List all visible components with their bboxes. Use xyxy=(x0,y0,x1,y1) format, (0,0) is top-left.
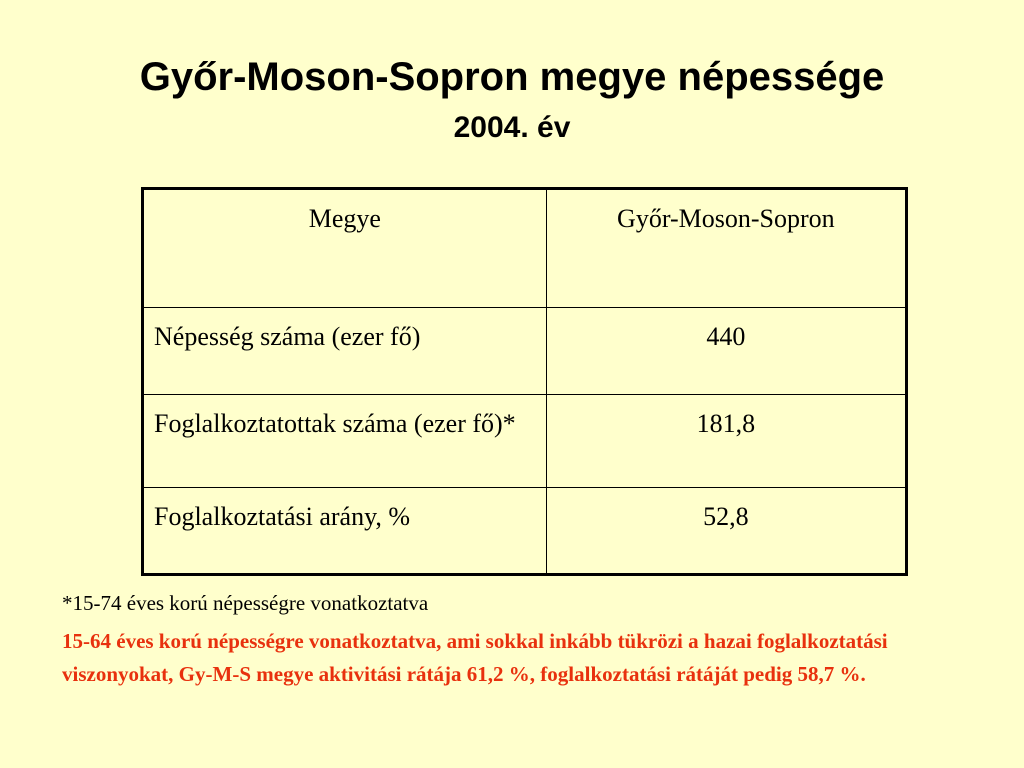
table-header-row xyxy=(143,189,907,308)
row-value-population: 440 xyxy=(546,308,906,395)
population-table xyxy=(141,187,908,576)
row-label-population: Népesség száma (ezer fő) xyxy=(143,308,547,395)
header-label-cell: Megye xyxy=(143,189,547,308)
table-row xyxy=(143,488,907,575)
table-row xyxy=(143,308,907,395)
footnote: *15-74 éves korú népességre vonatkoztatva xyxy=(62,591,429,615)
slide-title: Győr-Moson-Sopron megye népessége xyxy=(139,55,885,99)
slide-subtitle: 2004. év xyxy=(453,111,571,144)
row-value-employment-rate: 52,8 xyxy=(546,488,906,575)
row-value-employed: 181,8 xyxy=(546,395,906,488)
row-label-employment-rate: Foglalkoztatási arány, % xyxy=(143,488,547,575)
row-label-employed: Foglalkoztatottak száma (ezer fő)* xyxy=(143,395,547,488)
comment-text: 15-64 éves korú népességre vonatkoztatva, ami sokkal inkább tükrözi a hazai foglalkoztatási viszonyokat, Gy-M-S megye aktivitási rátája 61,2 %, foglalkoztatási rátáját pedig 58,7 %. xyxy=(62,629,888,686)
table-row xyxy=(143,395,907,488)
header-value-cell: Győr-Moson-Sopron xyxy=(546,189,906,308)
